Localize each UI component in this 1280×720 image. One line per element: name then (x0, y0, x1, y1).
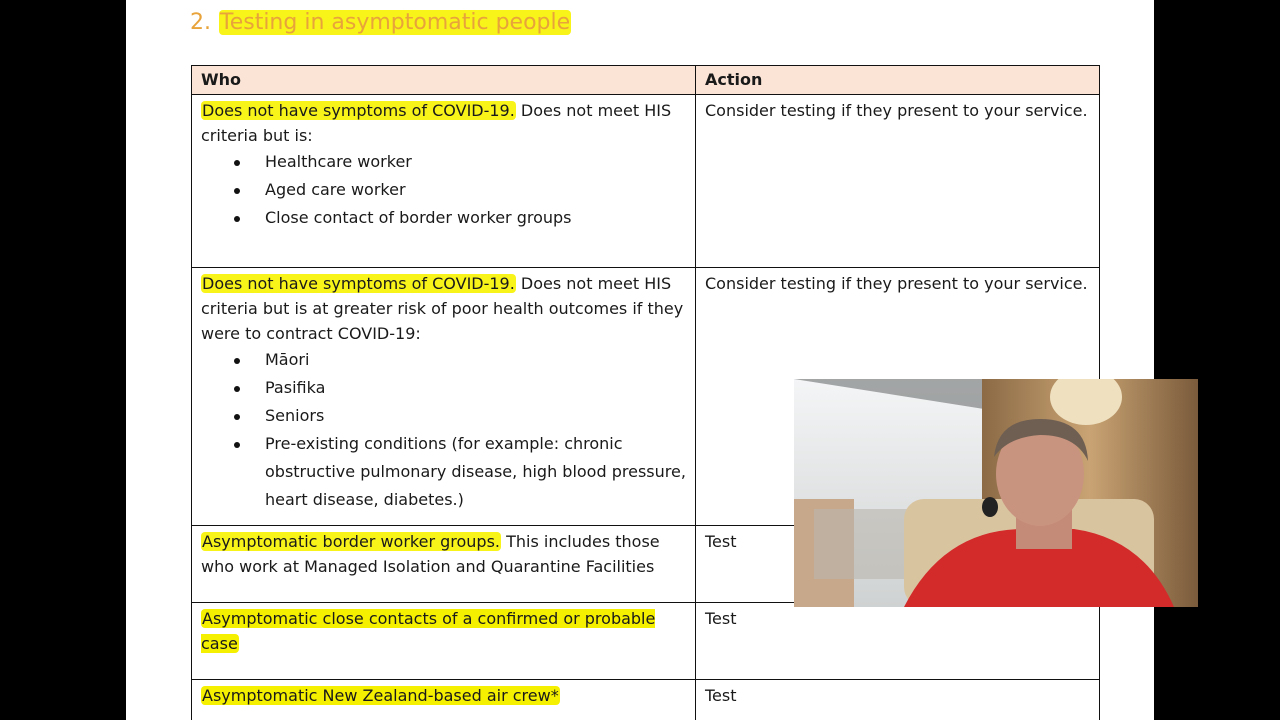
who-text: This includes those who work at Managed Isolation and Quarantine Facilities (201, 532, 660, 576)
list-item: Close contact of border worker groups (265, 204, 686, 232)
who-cell (192, 95, 696, 268)
who-cell (192, 268, 696, 526)
table-row (192, 603, 1100, 680)
highlighted-text: Asymptomatic New Zealand-based air crew* (202, 686, 559, 705)
list-item: Pre-existing conditions (for example: chronic obstructive pulmonary disease, high blood pressure, heart disease, diabetes.) (265, 430, 686, 514)
who-cell (192, 680, 696, 720)
bullet-list (201, 148, 686, 232)
action-cell: Test (696, 526, 1100, 603)
column-header-action: Action (696, 66, 1100, 95)
webcam-video-overlay[interactable] (794, 379, 1198, 607)
who-text: Does not meet HIS criteria but is: (201, 101, 672, 145)
highlighted-text: Does not have symptoms of COVID-19. (202, 101, 515, 120)
list-item: Healthcare worker (265, 148, 686, 176)
heading-title: Testing in asymptomatic people (220, 10, 571, 35)
action-cell: Test (696, 680, 1100, 720)
bullet-list (201, 346, 686, 514)
who-cell (192, 526, 696, 603)
highlighted-text: Does not have symptoms of COVID-19. (202, 274, 515, 293)
table-row (192, 680, 1100, 720)
table-row (192, 95, 1100, 268)
heading-number: 2. (190, 10, 211, 35)
highlighted-text: Asymptomatic border worker groups. (202, 532, 500, 551)
highlighted-text: Asymptomatic close contacts of a confirmed or probable case (201, 609, 656, 653)
section-heading (190, 10, 571, 35)
webcam-frame (794, 379, 1198, 607)
column-header-who: Who (192, 66, 696, 95)
list-item: Seniors (265, 402, 686, 430)
action-cell: Test (696, 603, 1100, 680)
who-cell (192, 603, 696, 680)
list-item: Māori (265, 346, 686, 374)
who-text: Does not meet HIS criteria but is at greater risk of poor health outcomes if they were to contract COVID-19: (201, 274, 684, 343)
headset-icon (982, 497, 998, 517)
table-header-row (192, 66, 1100, 95)
list-item: Pasifika (265, 374, 686, 402)
list-item: Aged care worker (265, 176, 686, 204)
document-page (126, 0, 1154, 720)
action-cell: Consider testing if they present to your service. (696, 95, 1100, 268)
action-cell: Consider testing if they present to your service. (696, 268, 1100, 526)
